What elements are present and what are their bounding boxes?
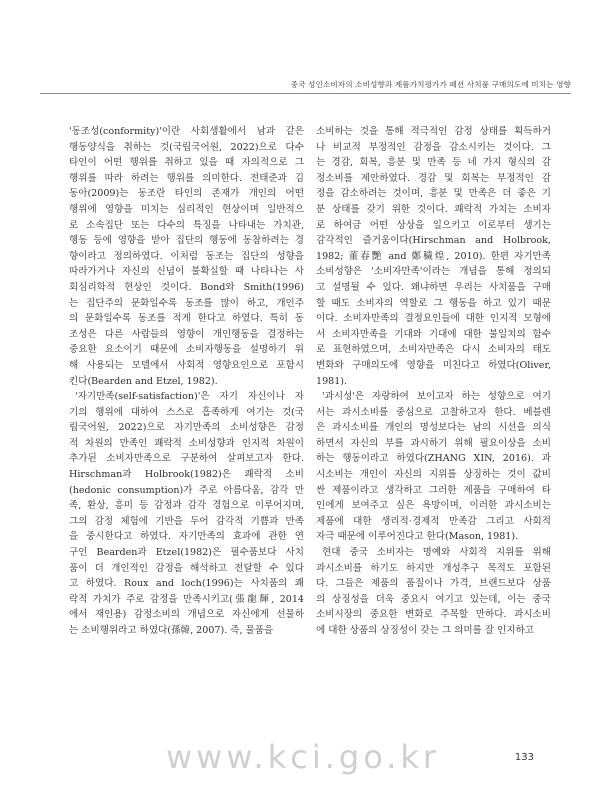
text-line: 조성은 다른 사람들의 영향이 개인행동을 결정하는	[69, 328, 304, 340]
page-number: 133	[514, 752, 534, 763]
text-line: 1981).	[316, 375, 348, 387]
text-line: 추가된 소비자만족으로 구분하여 살펴보고자 한다.	[69, 453, 304, 465]
text-line: 행동 등에 영향을 받아 집단의 행동에 동참하려는 경	[69, 235, 304, 247]
text-line: 의 상징성을 더욱 중요시 여기고 있는데, 이는 중국	[316, 593, 551, 605]
text-line: 분 상태를 갖기 위한 것이다. 쾌락적 가치는 소비자	[316, 203, 551, 215]
text-line: 을 중시한다고 하였다. 자기만족의 효과에 관한 연	[69, 531, 304, 543]
text-line: 인에게 보여주고 싶은 욕망이며, 이러한 과시소비는	[316, 500, 551, 512]
text-line: 에 대한 상품의 상징성이 갖는 그 의미를 잘 인지하고	[316, 625, 534, 636]
text-line: 회심리학적 현상인 것이다. Bond와 Smith(1996)	[69, 281, 304, 293]
text-line: 변화와 구매의도에 영향을 미친다고 하였다(Oliver,	[316, 359, 551, 371]
text-line: 서는 과시소비를 중심으로 고찰하고자 한다. 베블렌	[316, 406, 551, 418]
text-line: 1982; 董春艷 and 鄭穢煌, 2010). 한편 자기만족	[316, 250, 551, 262]
text-line: 정소비를 제안하였다. 경감 및 회복는 부정적인 감	[316, 172, 551, 184]
text-line: 이다. 소비자만족의 결정요인들에 대한 인지적 모형에	[316, 313, 551, 325]
text-line: 따라가거나 자신의 신념이 불확실할 때 나타나는 사	[69, 266, 304, 278]
text-line: (hedonic consumption)가 주로 아름다움, 감각 만	[69, 484, 304, 496]
text-line: 서 소비자만족을 기대와 기대에 대한 불일치의 함수	[316, 328, 551, 340]
text-line: 타인이 어떤 행위를 취하고 있을 때 자의적으로 그	[69, 157, 304, 169]
text-line: 다. 그들은 제품의 품질이나 가격, 브랜드보다 상품	[316, 578, 551, 590]
text-line: 고 설명될 수 있다. 왜냐하면 우리는 사치품을 구매	[316, 281, 551, 293]
text-line: 자극 때문에 이루어진다고 한다(Mason, 1981).	[316, 531, 519, 543]
text-line: 의 문화일수록 동조를 적게 한다고 하였다. 특히 동	[69, 313, 304, 325]
text-line: 는 소비행위라고 하였다(孫韓, 2007). 즉, 물품을	[69, 625, 274, 636]
text-line: 기의 행위에 대하여 스스로 흡족하게 여기는 것(국	[69, 406, 304, 418]
text-line: 행위를 따라 하려는 행위를 의미한다. 전태준과 김	[69, 172, 304, 184]
text-line: 싼 제품이라고 생각하고 그러한 제품을 구매하여 타	[316, 484, 551, 496]
text-line: 감각적인 즐거움이다(Hirschman and Holbrook,	[316, 235, 551, 247]
text-line: 는 경감, 회복, 흥분 및 만족 등 네 가지 형식의 감	[316, 157, 551, 169]
text-line: 하는 행동이라고 하였다(ZHANG XIN, 2016). 과	[316, 453, 551, 465]
text-line: 립국어원, 2022)으로 자기만족의 소비성향은 감정	[69, 422, 304, 434]
text-line: 동아(2009)는 동조란 타인의 존재가 개인의 어떤	[69, 188, 304, 200]
text-line: 고 하였다. Roux and loch(1996)는 사치품의 쾌	[69, 578, 304, 590]
text-line: 구인 Bearden과 Etzel(1982)은 필수품보다 사치	[69, 547, 304, 559]
text-line: 락적 가치가 주로 감정을 만족시키고(張龍輝, 2014	[69, 593, 304, 605]
text-line: 중요한 요소이기 때문에 소비자행동을 설명하기 위	[69, 344, 304, 356]
text-line: '자기만족(self-satisfaction)'은 자기 자신이나 자	[75, 391, 304, 403]
running-header: 중국 성인소비자의 소비성향과 제품가치평가가 패션 사치품 구매의도에 미치는 영향	[290, 80, 571, 89]
text-line: 품이 더 개인적인 감정을 해석하고 전달할 수 있다	[69, 562, 304, 574]
left-column	[69, 124, 304, 639]
text-line: 는 집단주의 문화일수록 동조를 많이 하고, 개인주	[69, 297, 304, 309]
text-line: 소비성향은 '소비자만족'이라는 개념을 통해 정의되	[316, 266, 551, 278]
watermark: www.kci.go.kr	[165, 738, 441, 776]
text-line: 은 과시소비를 개인의 명성보다는 남의 시선을 의식	[316, 422, 551, 434]
text-line: 그의 감정 체험에 기반을 두어 감각적 기쁨과 만족	[69, 515, 304, 527]
text-line: 소비하는 것을 통해 적극적인 감정 상태를 획득하거	[316, 126, 551, 137]
right-column	[316, 124, 551, 639]
text-line: 소비시장의 중요한 변화로 주목할 만하다. 과시소비	[316, 609, 551, 621]
text-line: 할 때도 소비자의 역할로 그 행동을 하고 있기 때문	[316, 297, 551, 309]
text-line: 정을 감소하려는 것이며, 흥분 및 만족은 더 좋은 기	[316, 188, 551, 200]
text-line: 족, 환상, 흥미 등 감정과 감각 경험으로 이루어지며,	[69, 500, 304, 512]
text-line: 행동양식을 취하는 것(국립국어원, 2022)으로 다수	[69, 141, 304, 153]
text-line: 로 하여금 어떤 상상을 일으키고 이로부터 생기는	[316, 219, 551, 231]
text-line: 에서 재인용) 감정소비의 개념으로 자신에게 선물하	[69, 609, 304, 621]
text-line: 행위에 영향을 미치는 심리적인 현상이며 일반적으	[69, 203, 304, 215]
text-line: 하면서 자신의 부를 과시하기 위해 필요이상을 소비	[316, 437, 551, 449]
text-line: 킨다(Bearden and Etzel, 1982).	[69, 375, 218, 387]
text-line: 과시소비를 하기도 하지만 개성추구 목적도 포함된	[316, 562, 551, 574]
text-line: 제품에 대한 생리적·경제적 만족감 그리고 사회적	[316, 515, 551, 527]
text-line: 해 사용되는 모델에서 사회적 영향요인으로 포함시	[69, 359, 304, 371]
text-line: 현대 중국 소비자는 명예와 사회적 지위를 위해	[322, 547, 551, 559]
text-line: Hirschman과 Holbrook(1982)은 쾌락적 소비	[69, 469, 304, 481]
text-line: 로 소속집단 또는 다수의 특징을 나타내는 가치관,	[69, 219, 304, 231]
text-line: 향이라고 정의하였다. 이처럼 동조는 집단의 성향을	[69, 250, 304, 262]
text-line: '동조성(conformity)'이란 사회생활에서 남과 같은	[69, 126, 304, 137]
text-line: 나 비교적 부정적인 감정을 감소시키는 것이다. 그	[316, 141, 551, 153]
text-line: 적 차원의 만족인 쾌락적 소비성향과 인지적 차원이	[69, 437, 304, 449]
text-line: '과시성'은 자랑하여 보이고자 하는 성향으로 여기	[322, 391, 551, 403]
text-line: 로 표현하였으며, 소비자만족은 다시 소비자의 태도	[316, 344, 551, 356]
text-line: 시소비는 개인이 자신의 지위를 상징하는 것이 값비	[316, 469, 551, 481]
header-rule	[40, 93, 571, 94]
